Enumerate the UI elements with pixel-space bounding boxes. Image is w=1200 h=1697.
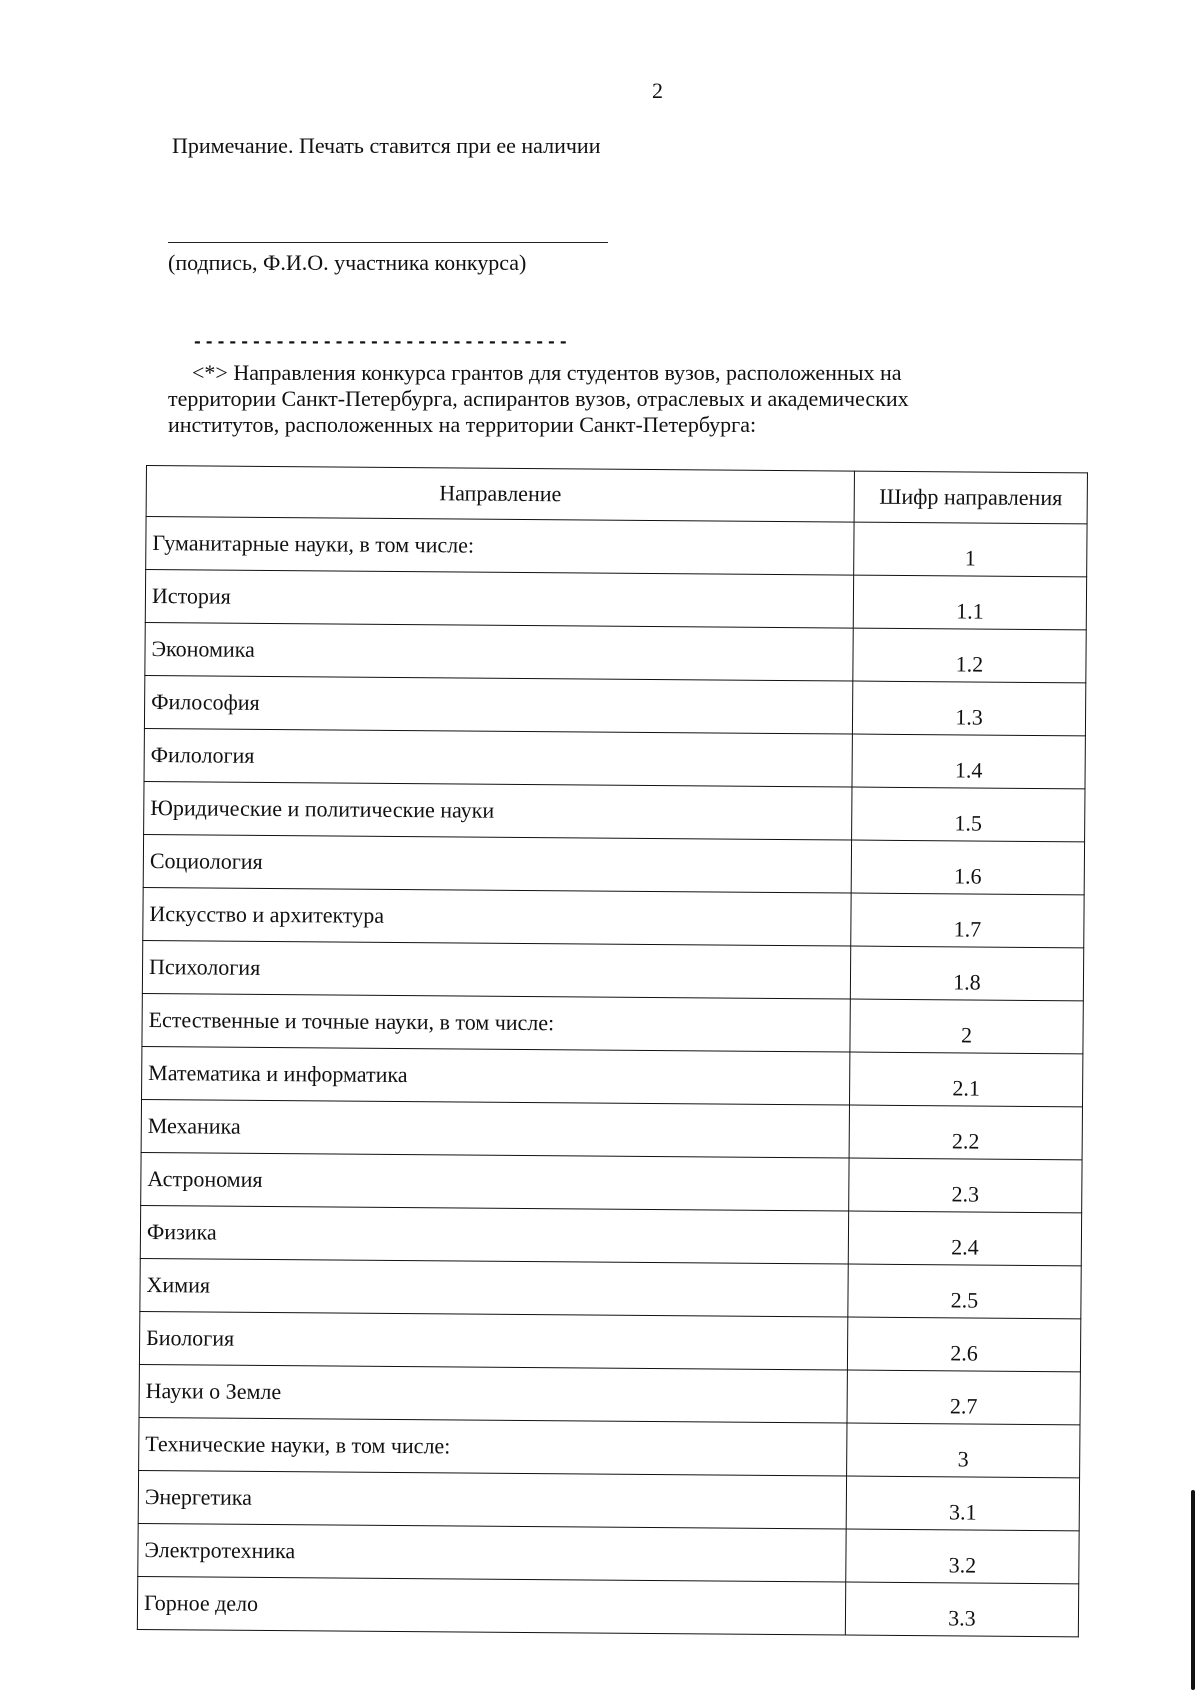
direction-name: Экономика [145, 622, 853, 681]
direction-code: 1.2 [853, 628, 1086, 683]
table-row [138, 1523, 1079, 1583]
table-header-row [146, 466, 1087, 524]
direction-name: Энергетика [138, 1470, 846, 1529]
direction-code: 1.4 [852, 734, 1085, 789]
table-row [143, 887, 1084, 947]
table-row [144, 781, 1085, 841]
scan-edge-mark [1191, 1490, 1195, 1690]
direction-code: 1 [854, 522, 1087, 577]
table-row [145, 570, 1086, 630]
direction-code: 2.4 [848, 1211, 1081, 1266]
direction-name: Горное дело [137, 1576, 845, 1635]
direction-name: Психология [142, 940, 850, 999]
direction-code: 3.1 [846, 1476, 1079, 1531]
footnote-text: <*> Направления конкурса грантов для студентов вузов, расположенных на территории Санкт-Петербурга, аспирантов вузов, отраслевых и академических институтов, расположенных на территории Санкт-Петербурга: [168, 360, 909, 437]
direction-name: Математика и информатика [142, 1046, 850, 1105]
direction-code: 1.5 [852, 787, 1085, 842]
direction-code: 1.3 [852, 681, 1085, 736]
direction-code: 2.3 [849, 1158, 1082, 1213]
direction-name: Биология [139, 1311, 847, 1370]
signature-line [168, 242, 608, 243]
table-row [139, 1417, 1080, 1477]
table-row [142, 940, 1083, 1000]
direction-code: 2.7 [847, 1370, 1080, 1425]
direction-name: Электротехника [138, 1523, 846, 1582]
direction-name: Юридические и политические науки [144, 781, 852, 840]
direction-code: 3 [847, 1423, 1080, 1478]
page-number: 2 [652, 78, 663, 103]
direction-name: Астрономия [141, 1152, 849, 1211]
table-row [143, 834, 1084, 894]
table-row [141, 1099, 1082, 1159]
direction-code: 1.7 [851, 893, 1084, 948]
direction-name: Филология [144, 728, 852, 787]
stamp-note: Примечание. Печать ставится при ее наличии [172, 133, 601, 158]
footnote-separator: -------------------------------- [192, 333, 570, 353]
table-row [140, 1258, 1081, 1318]
direction-name: Физика [140, 1205, 848, 1264]
table-row [139, 1311, 1080, 1371]
direction-code: 1.6 [851, 840, 1084, 895]
direction-code: 1.1 [853, 575, 1086, 630]
directions-table [137, 465, 1088, 1637]
table-row [140, 1205, 1081, 1265]
table-row [142, 993, 1083, 1053]
table-body [137, 517, 1087, 1637]
table-row [139, 1364, 1080, 1424]
direction-name: Социология [143, 834, 851, 893]
direction-code: 2 [850, 999, 1083, 1054]
direction-code: 3.3 [845, 1582, 1078, 1637]
signature-caption: (подпись, Ф.И.О. участника конкурса) [168, 250, 527, 275]
direction-name: Технические науки, в том числе: [139, 1417, 847, 1476]
table-row [144, 728, 1085, 788]
direction-code: 3.2 [846, 1529, 1079, 1584]
direction-name: Химия [140, 1258, 848, 1317]
direction-name: Механика [141, 1099, 849, 1158]
direction-code: 2.5 [848, 1264, 1081, 1319]
table-row [137, 1576, 1078, 1636]
table-row [144, 675, 1085, 735]
header-direction: Направление [146, 466, 854, 523]
direction-code: 1.8 [850, 946, 1083, 1001]
table-row [145, 622, 1086, 682]
direction-name: Философия [144, 675, 852, 734]
direction-code: 2.6 [847, 1317, 1080, 1372]
table-row [138, 1470, 1079, 1530]
direction-code: 2.1 [849, 1052, 1082, 1107]
direction-name: Искусство и архитектура [143, 887, 851, 946]
direction-name: Гуманитарные науки, в том числе: [146, 517, 854, 576]
direction-name: История [145, 570, 853, 629]
direction-name: Естественные и точные науки, в том числе: [142, 993, 850, 1052]
direction-name: Науки о Земле [139, 1364, 847, 1423]
header-code: Шифр направления [854, 471, 1087, 524]
table-row [146, 517, 1087, 577]
direction-code: 2.2 [849, 1105, 1082, 1160]
table-row [142, 1046, 1083, 1106]
table-row [141, 1152, 1082, 1212]
